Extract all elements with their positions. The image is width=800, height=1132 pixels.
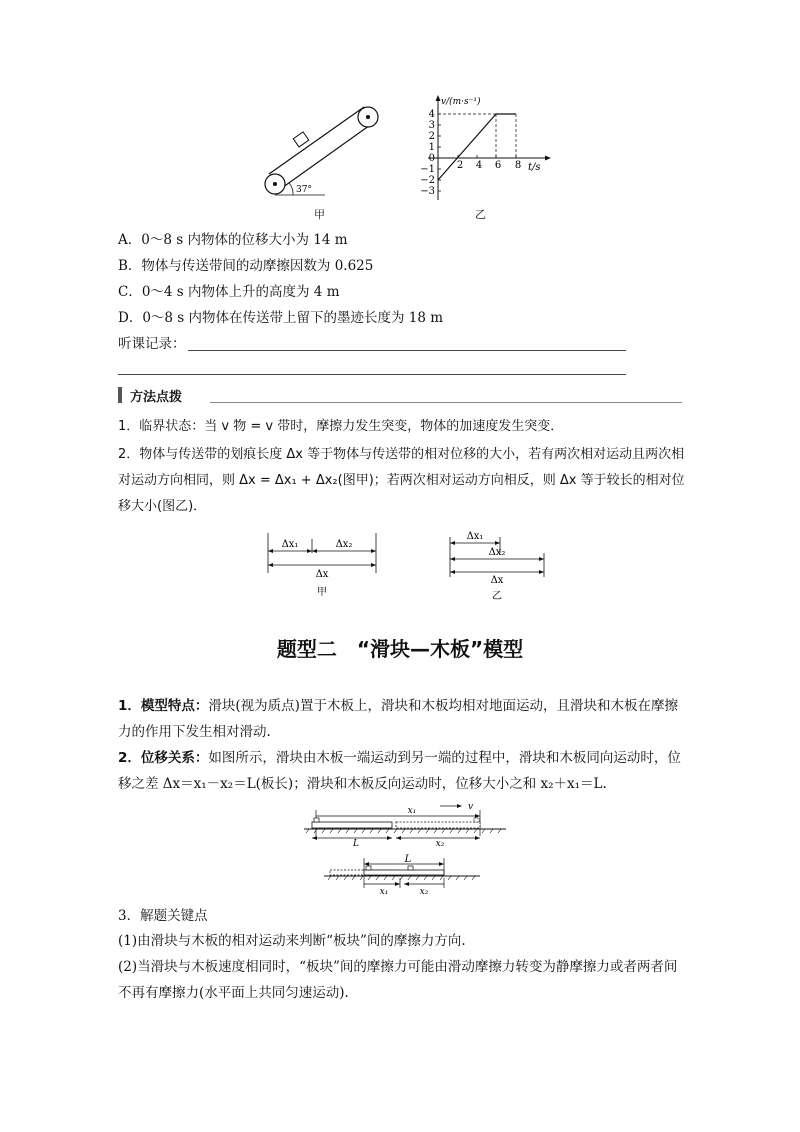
- y-axis-label: v/(m·s⁻¹): [441, 97, 481, 107]
- y-tick: −3: [420, 186, 435, 197]
- dx1-label: Δx₁: [281, 539, 299, 550]
- figure-yi-caption: 乙: [475, 208, 486, 221]
- method-title: 方法点拨: [130, 390, 183, 405]
- point-2: [118, 745, 688, 797]
- dx-label: Δx: [315, 569, 329, 580]
- angle-label: 37°: [296, 185, 312, 195]
- option-c: C．0～4 s 内物体上升的高度为 4 m: [118, 284, 340, 300]
- figure-yi-caption: 乙: [492, 591, 502, 602]
- x-tick: 2: [456, 160, 464, 171]
- slider-board-diagram: [300, 800, 510, 896]
- dx-label: Δx: [490, 575, 504, 586]
- velocity-label: v: [468, 802, 474, 812]
- figure-jia-caption: 甲: [314, 208, 325, 221]
- y-tick: 2: [428, 131, 435, 142]
- y-tick: 4: [428, 109, 435, 120]
- y-tick: 1: [428, 142, 435, 153]
- velocity-time-graph: [418, 92, 558, 204]
- dx2-label: Δx₂: [488, 547, 506, 558]
- key-points-title: 3．解题关键点: [118, 908, 208, 924]
- dx1-label: Δx₁: [466, 531, 484, 542]
- x-tick: 6: [494, 160, 502, 171]
- figure-jia-caption: 甲: [317, 587, 327, 598]
- board-length-label: L: [353, 839, 359, 849]
- option-a: A．0～8 s 内物体的位移大小为 14 m: [118, 232, 348, 248]
- method-banner: [118, 384, 682, 406]
- board-length-label-bottom: L: [404, 854, 412, 865]
- notes-line-1: [188, 350, 626, 351]
- option-d: D．0～8 s 内物体在传送带上留下的墨迹长度为 18 m: [118, 310, 444, 326]
- key-point-2: (2)当滑块与木板速度相同时，“板块”间的摩擦力可能由滑动摩擦力转变为静摩擦力或者两者间不再有摩擦力(水平面上共同匀速运动).: [118, 959, 678, 1001]
- section-title: 题型二 “滑块—木板”模型: [276, 637, 524, 661]
- relative-displacement-yi: [444, 527, 554, 603]
- y-tick: −1: [420, 164, 435, 175]
- x1-label: x₁: [407, 806, 417, 816]
- y-tick: 0: [428, 153, 435, 164]
- y-tick: 3: [428, 120, 435, 131]
- point-1-label: 1．模型特点：: [118, 698, 209, 714]
- x-tick: 4: [475, 160, 483, 171]
- option-b: B．物体与传送带间的动摩擦因数为 0.625: [118, 258, 374, 274]
- notes-label: 听课记录：: [118, 336, 186, 352]
- point-2-text: 如图所示，滑块由木板一端运动到另一端的过程中，滑块和木板同向运动时，位移之差 Δx＝x₁－x₂＝L(板长)；滑块和木板反向运动时，位移大小之和 x₂＋x₁＝L.: [118, 750, 681, 792]
- conveyor-belt-diagram: [255, 100, 385, 205]
- key-point-1: (1)由滑块与木板的相对运动来判断“板块”间的摩擦力方向.: [118, 933, 466, 949]
- point-2-label: 2．位移关系：: [118, 750, 209, 766]
- x2-label: x₂: [435, 839, 445, 849]
- point-1: [118, 693, 688, 745]
- x1-label-bottom: x₁: [379, 887, 389, 896]
- notes-line-2: [118, 374, 626, 375]
- x-tick: 8: [514, 160, 522, 171]
- banner-bar: [118, 387, 122, 403]
- dx2-label: Δx₂: [335, 539, 353, 550]
- point-1-text: 滑块(视为质点)置于木板上，滑块和木板均相对地面运动，且滑块和木板在摩擦力的作用下发生相对滑动.: [118, 698, 678, 740]
- x-axis-label: t/s: [528, 162, 541, 173]
- method-p2: 2．物体与传送带的划痕长度 Δx 等于物体与传送带的相对位移的大小，若有两次相对运动且两次相对运动方向相同，则 Δx = Δx₁ + Δx₂(图甲)；若两次相对运动方向相反，则 Δx 等于较长的相对位移大小(图乙)．: [118, 447, 685, 514]
- x2-label-bottom: x₂: [419, 887, 429, 896]
- method-p1: 1．临界状态：当 v 物 = v 带时，摩擦力发生突变，物体的加速度发生突变．: [118, 419, 564, 434]
- relative-displacement-jia: [262, 533, 382, 603]
- y-tick: −2: [420, 175, 435, 186]
- banner-rule: [210, 402, 682, 403]
